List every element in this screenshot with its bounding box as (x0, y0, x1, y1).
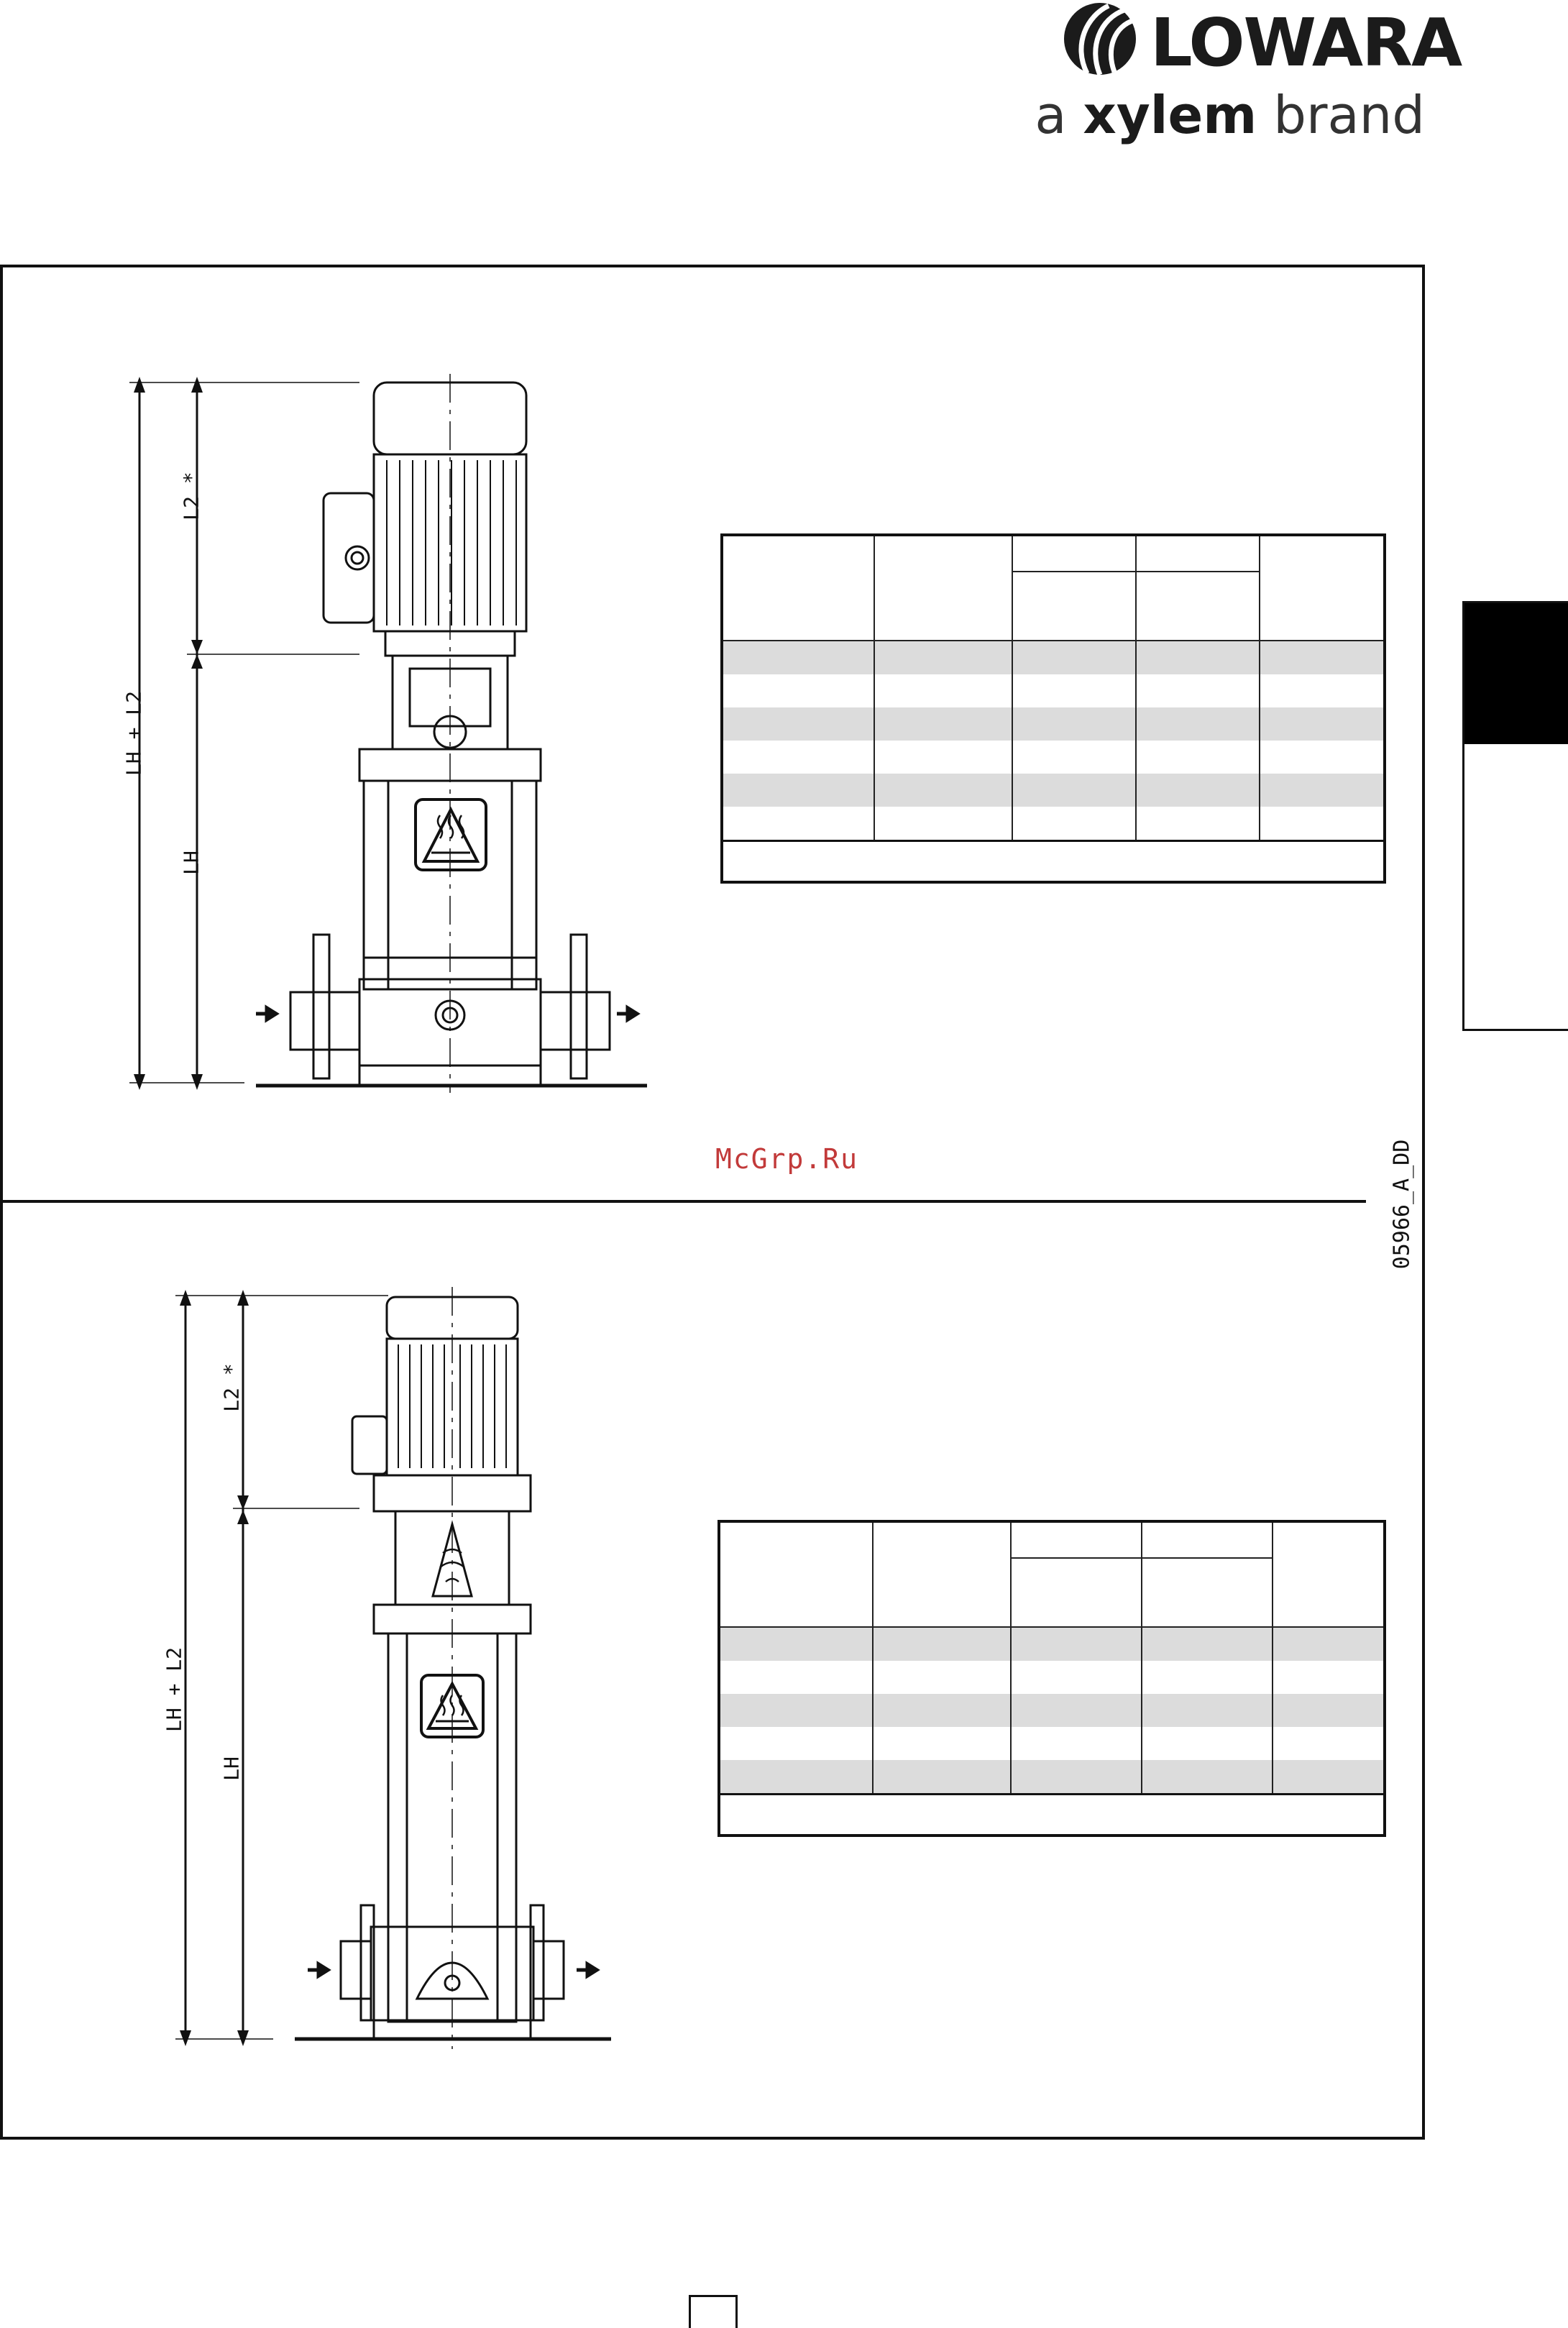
lowara-swirl-icon (1058, 1, 1145, 81)
brand-tagline (1035, 85, 1425, 145)
tagline-prefix: a (1035, 85, 1083, 145)
dim-label-lh-l2-bottom: LH + L2 (162, 1646, 186, 1733)
section-tab-marker (1464, 603, 1568, 744)
lowara-logo (1035, 0, 1462, 145)
tagline-brand: xylem (1083, 85, 1257, 145)
drawing-code (1388, 1139, 1416, 1270)
dim-label-lh-bottom: LH (219, 1756, 244, 1781)
hot-surface-warning-icon-top (416, 799, 486, 870)
section-tab (1462, 601, 1568, 1031)
page-number-box (689, 2295, 738, 2328)
dim-label-l2-bottom: L2 * (219, 1363, 244, 1412)
brand-name: LOWARA (1150, 4, 1462, 81)
dimension-table-top (720, 533, 1386, 884)
dim-label-lh-top: LH (179, 851, 203, 875)
hot-surface-warning-icon-bottom (421, 1675, 483, 1737)
drawing-code-text: 05966_A_DD (1389, 1139, 1415, 1270)
watermark: McGrp.Ru (715, 1143, 859, 1175)
dimension-table-bottom (717, 1520, 1386, 1837)
section-divider (0, 1200, 1366, 1203)
tagline-suffix: brand (1257, 85, 1425, 145)
dim-label-lh-l2-top: LH + L2 (122, 690, 146, 776)
dim-label-l2-top: L2 * (179, 472, 203, 521)
